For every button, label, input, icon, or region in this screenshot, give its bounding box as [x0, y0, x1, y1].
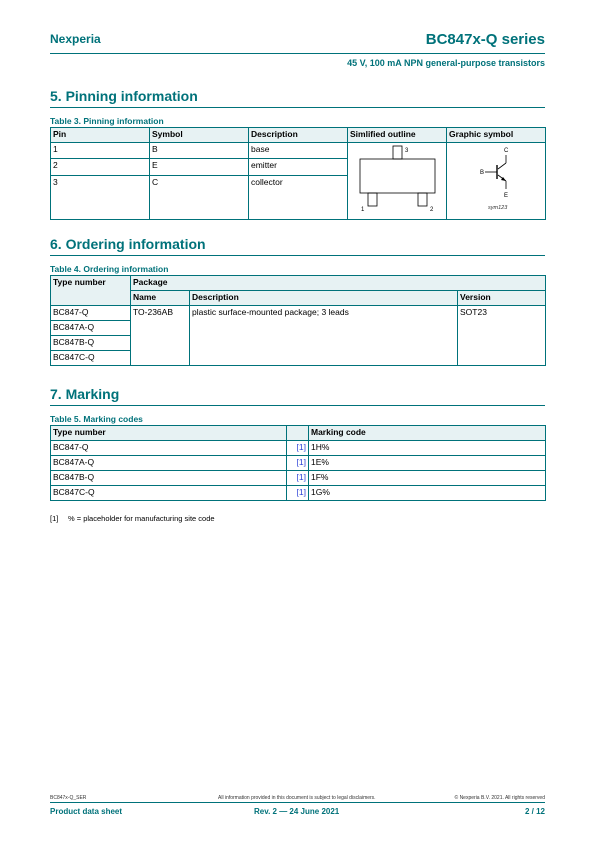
table-row: [51, 441, 546, 456]
type-cell: BC847A-Q: [51, 321, 131, 336]
description-cell: emitter: [249, 159, 348, 175]
footnote-ref-link[interactable]: [1]: [287, 456, 309, 471]
footnote-key: [1]: [50, 514, 59, 523]
table-row: [51, 306, 546, 321]
section-ordering: [50, 236, 545, 366]
table-caption: Table 4. Ordering information: [50, 264, 169, 274]
header-divider: [50, 53, 545, 54]
col-header: Name: [131, 291, 190, 306]
marking-code-cell: 1H%: [309, 441, 546, 456]
marking-code-cell: 1E%: [309, 456, 546, 471]
marking-code-cell: 1F%: [309, 471, 546, 486]
footer-revision: Rev. 2 — 24 June 2021: [254, 807, 340, 816]
marking-table: [50, 425, 546, 501]
footnote-ref-link[interactable]: [1]: [287, 441, 309, 456]
col-header: Graphic symbol: [447, 128, 546, 143]
footnote-ref-link[interactable]: [1]: [287, 471, 309, 486]
pin1-lead: [368, 193, 377, 206]
footer-doc-type: Product data sheet: [50, 807, 123, 816]
pin1-label: 1: [361, 207, 365, 213]
pin-cell: 3: [51, 175, 150, 219]
pin-cell: 1: [51, 143, 150, 159]
document-title: BC847x-Q series: [425, 31, 545, 48]
col-header: Type number: [51, 426, 287, 441]
table-caption: Table 3. Pinning information: [50, 116, 164, 126]
type-cell: BC847-Q: [51, 306, 131, 321]
footnote-ref-link[interactable]: [1]: [287, 486, 309, 501]
type-cell: BC847A-Q: [51, 456, 287, 471]
package-description-cell: plastic surface-mounted package; 3 leads: [190, 306, 458, 366]
section-heading: 5. Pinning information: [50, 88, 545, 108]
page-number: 2 / 12: [524, 807, 545, 816]
col-header: Description: [190, 291, 458, 306]
sot23-outline-drawing: [348, 143, 447, 217]
table-row: [51, 143, 546, 159]
symbol-cell: B: [150, 143, 249, 159]
base-label: B: [480, 170, 485, 176]
package-name-cell: TO-236AB: [131, 306, 190, 366]
pin-cell: 2: [51, 159, 150, 175]
col-header: [287, 426, 309, 441]
marking-code-cell: 1G%: [309, 486, 546, 501]
type-cell: BC847C-Q: [51, 486, 287, 501]
table-header-row: [51, 276, 546, 291]
symbol-code: sym123: [488, 205, 508, 211]
table-caption: Table 5. Marking codes: [50, 414, 143, 424]
type-cell: BC847B-Q: [51, 471, 287, 486]
brand-name: Nexperia: [50, 32, 101, 46]
package-body: [360, 159, 435, 193]
collector-label: C: [504, 148, 509, 154]
table-header-row: [51, 426, 546, 441]
npn-transistor-symbol: [447, 143, 546, 217]
section-heading: 7. Marking: [50, 386, 545, 406]
col-header: Package: [131, 276, 546, 291]
col-header: Type number: [51, 276, 131, 306]
section-heading: 6. Ordering information: [50, 236, 545, 256]
footer-disclaimer: All information provided in this document is subject to legal disclaimers.: [218, 795, 376, 801]
section-marking: [50, 386, 545, 501]
col-header: Version: [458, 291, 546, 306]
symbol-cell: C: [150, 175, 249, 219]
emitter-label: E: [504, 193, 509, 199]
description-cell: base: [249, 143, 348, 159]
graphic-symbol-cell: [447, 143, 546, 220]
outline-cell: [348, 143, 447, 220]
pinning-table: [50, 127, 546, 220]
document-subtitle: 45 V, 100 mA NPN general-purpose transistors: [347, 58, 545, 68]
table-row: [51, 486, 546, 501]
col-header: Marking code: [309, 426, 546, 441]
table-row: [51, 456, 546, 471]
col-header: Pin: [51, 128, 150, 143]
pin3-label: 3: [405, 148, 409, 154]
table-header-row: [51, 128, 546, 143]
symbol-cell: E: [150, 159, 249, 175]
pin3-lead: [393, 146, 402, 159]
type-cell: BC847C-Q: [51, 351, 131, 366]
package-version-cell: SOT23: [458, 306, 546, 366]
footnote: [50, 514, 215, 523]
type-cell: BC847-Q: [51, 441, 287, 456]
footer-divider: [50, 802, 545, 803]
footnote-text: % = placeholder for manufacturing site code: [68, 514, 215, 523]
table-row: [51, 471, 546, 486]
col-header: Symbol: [150, 128, 249, 143]
ordering-table: [50, 275, 546, 366]
col-header: Description: [249, 128, 348, 143]
description-cell: collector: [249, 175, 348, 219]
col-header: Simlified outline: [348, 128, 447, 143]
pin2-lead: [418, 193, 427, 206]
footer-copyright: © Nexperia B.V. 2021. All rights reserved: [454, 795, 545, 801]
footer-doc-id: BC847x-Q_SER: [50, 795, 87, 801]
type-cell: BC847B-Q: [51, 336, 131, 351]
pin2-label: 2: [430, 207, 434, 213]
section-pinning: [50, 88, 545, 220]
